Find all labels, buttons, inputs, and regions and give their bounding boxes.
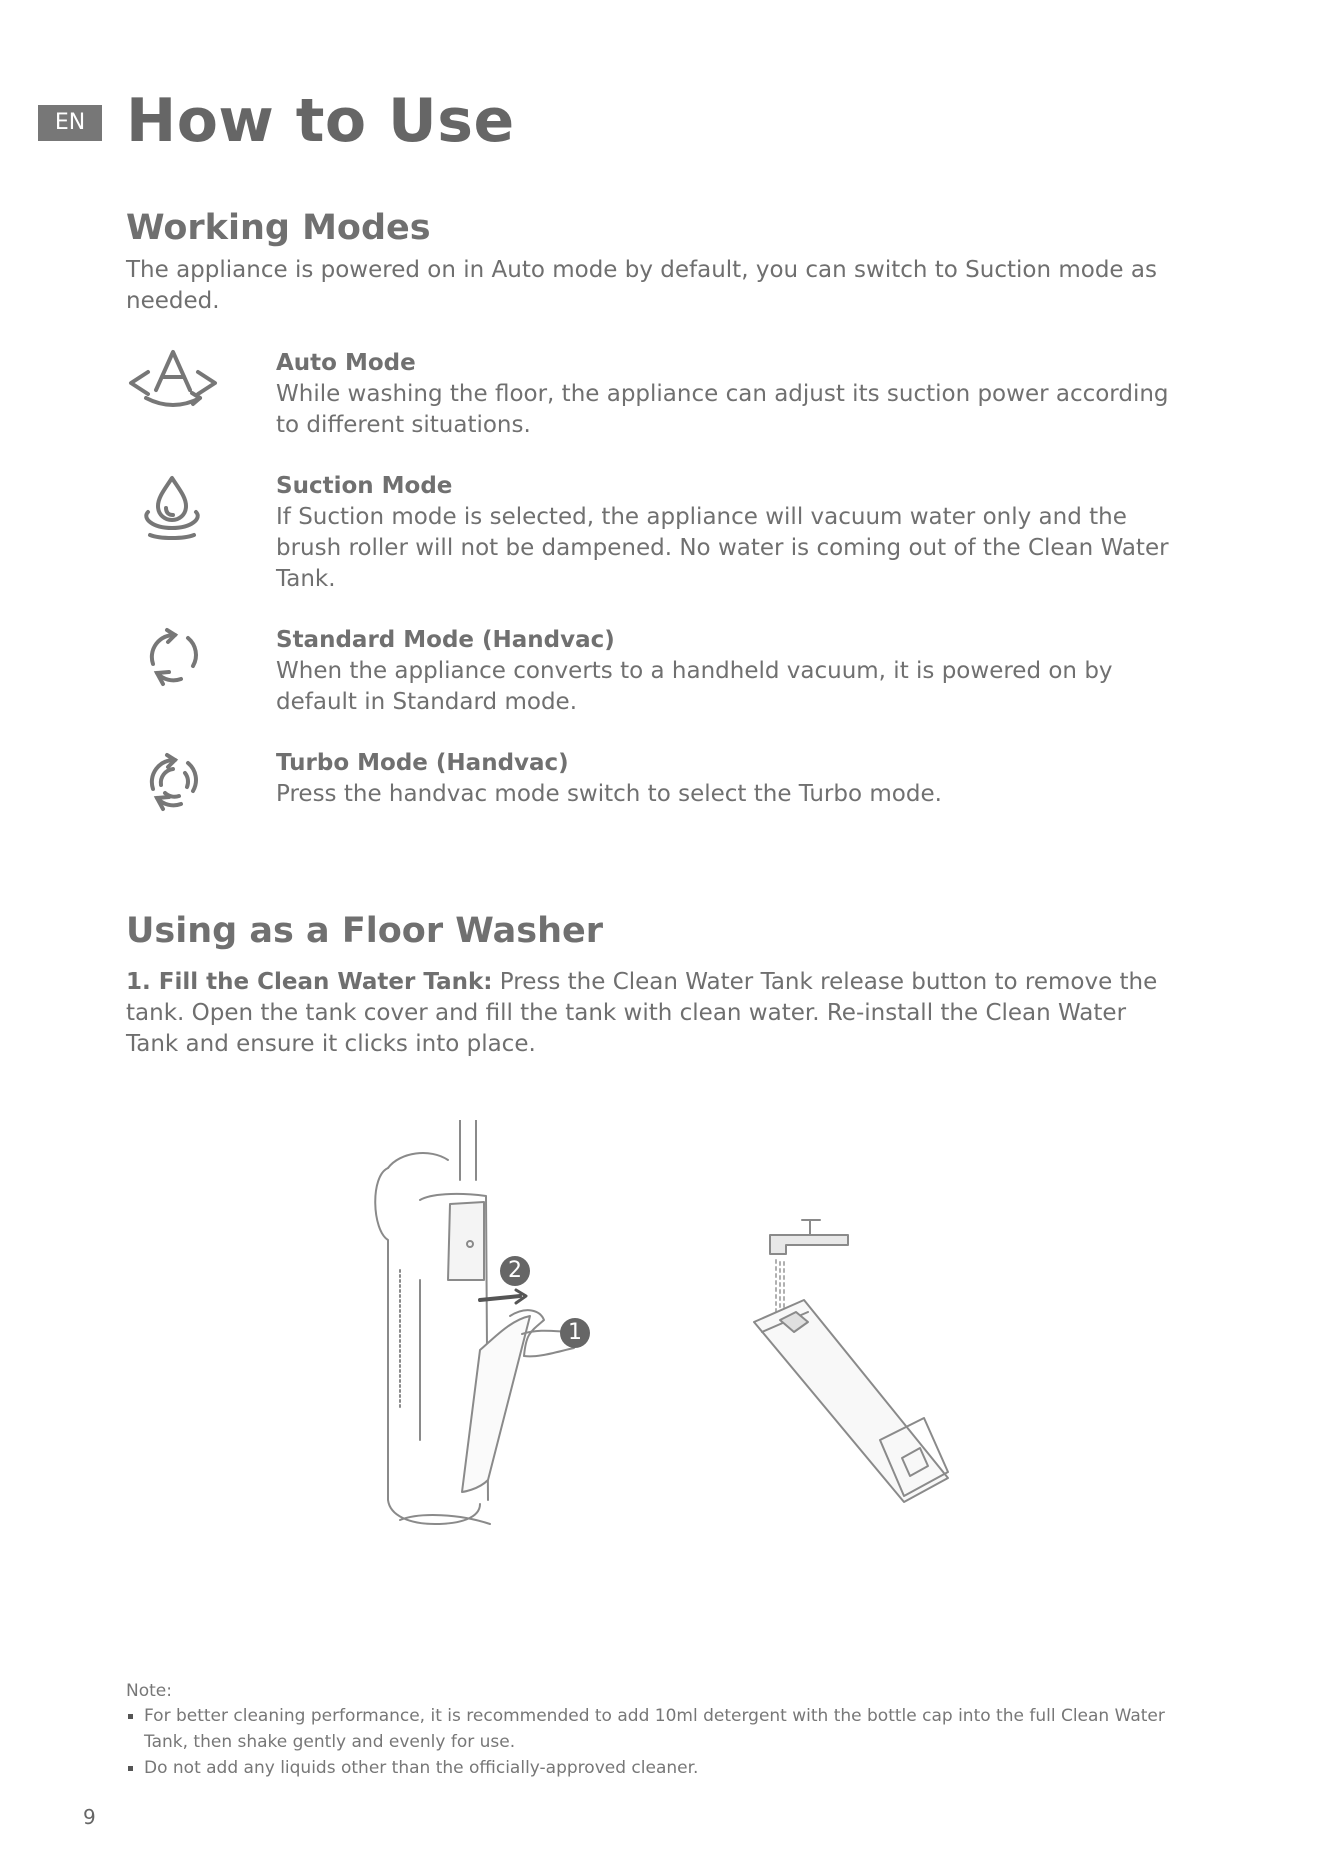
step-1-instruction xyxy=(126,967,1176,1060)
note-item: Do not add any liquids other than the officially-approved cleaner. xyxy=(126,1755,1186,1781)
callout-1: 1 xyxy=(560,1318,590,1348)
page-title: How to Use xyxy=(126,86,515,156)
auto-mode-icon xyxy=(126,346,220,416)
callout-2: 2 xyxy=(500,1256,530,1286)
working-modes-heading: Working Modes xyxy=(126,208,431,248)
page-number: 9 xyxy=(83,1805,96,1829)
mode-name: Turbo Mode (Handvac) xyxy=(276,750,569,776)
note-label: Note: xyxy=(126,1681,172,1701)
note-list xyxy=(126,1703,1186,1781)
step-1-label: 1. Fill the Clean Water Tank: xyxy=(126,969,493,995)
mode-description: While washing the floor, the appliance can adjust its suction power according to different situations. xyxy=(276,381,1169,438)
mode-description: When the appliance converts to a handheld vacuum, it is powered on by default in Standard mode. xyxy=(276,658,1113,715)
tank-filling-illustration xyxy=(740,1210,960,1510)
language-badge: EN xyxy=(38,105,102,141)
mode-description: Press the handvac mode switch to select the Turbo mode. xyxy=(276,781,942,807)
mode-name: Auto Mode xyxy=(276,350,416,376)
suction-mode-icon xyxy=(138,474,206,542)
mode-name: Standard Mode (Handvac) xyxy=(276,627,615,653)
mode-description: If Suction mode is selected, the appliance will vacuum water only and the brush roller will not be dampened. No water is coming out of the Clean Water Tank. xyxy=(276,504,1169,592)
tank-removal-illustration xyxy=(360,1120,620,1530)
note-item: For better cleaning performance, it is recommended to add 10ml detergent with the bottle cap into the full Clean Water Tank, then shake gently and evenly for use. xyxy=(126,1703,1186,1755)
floor-washer-heading: Using as a Floor Washer xyxy=(126,911,604,951)
standard-mode-icon xyxy=(141,624,207,690)
mode-name: Suction Mode xyxy=(276,473,453,499)
step-1-text: Press the Clean Water Tank release button to remove the tank. Open the tank cover and fill the tank with clean water. Re-install the Clean Water Tank and ensure it clicks into place. xyxy=(126,969,1158,1057)
turbo-mode-icon xyxy=(141,749,207,815)
working-modes-intro: The appliance is powered on in Auto mode by default, you can switch to Suction mode as needed. xyxy=(126,257,1157,314)
